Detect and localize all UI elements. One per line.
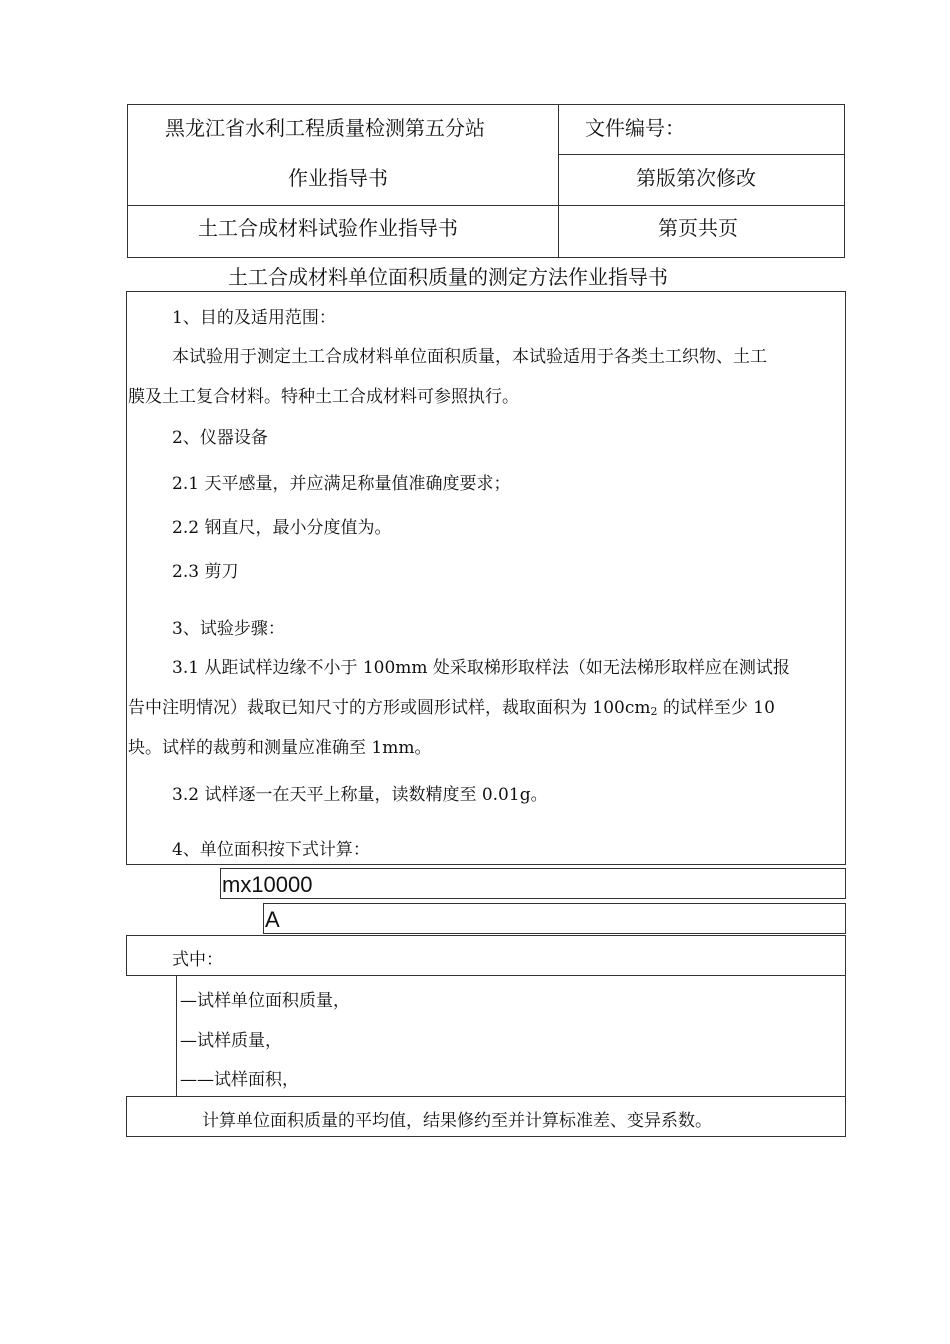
section-1-body-line2: 膜及土工复合材料。特种土工合成材料可参照执行。 <box>128 387 519 407</box>
legend-item-2: —试样质量， <box>180 1031 282 1051</box>
section-4-heading: 4、单位面积按下式计算： <box>172 840 370 860</box>
file-number-label: 文件编号： <box>585 116 685 140</box>
doc-type: 作业指导书 <box>288 166 388 190</box>
formula-numerator: mx10000 <box>222 872 313 897</box>
page-title: 土工合成材料单位面积质量的测定方法作业指导书 <box>228 265 668 289</box>
section-3-heading: 3、试验步骤： <box>172 619 285 639</box>
section-2-heading: 2、仪器设备 <box>172 428 268 448</box>
section-2-item-1: 2.1 天平感量，并应满足称量值准确度要求； <box>172 474 511 494</box>
section-3-item-1-line3: 块。试样的裁剪和测量应准确至 1mm。 <box>128 738 432 758</box>
page-label: 第页共页 <box>658 216 738 240</box>
section-3-item-1-line1: 3.1 从距试样边缘不小于 100mm 处采取梯形取样法（如无法梯形取样应在测试报 <box>172 658 790 678</box>
formula-numerator-box <box>220 868 846 899</box>
legend-heading-box <box>126 935 846 976</box>
formula-denominator: A <box>265 907 280 932</box>
section-2-item-3: 2.3 剪刀 <box>172 562 239 582</box>
section-2-item-2: 2.2 钢直尺，最小分度值为。 <box>172 518 392 538</box>
formula-denominator-box <box>263 903 846 934</box>
section-3-item-1-line2: 告中注明情况）裁取已知尺寸的方形或圆形试样，裁取面积为 $100cm_2$ 的试样至少 10 <box>128 698 775 718</box>
header-divider-vertical <box>558 104 559 258</box>
section-1-body-line1: 本试验用于测定土工合成材料单位面积质量，本试验适用于各类土工织物、土工 <box>172 347 767 367</box>
superscript-2: 2 <box>650 705 658 718</box>
version-label: 第版第次修改 <box>636 166 756 190</box>
closing-text: 计算单位面积质量的平均值，结果修约至并计算标准差、变异系数。 <box>202 1111 712 1131</box>
header-divider-row <box>127 205 845 206</box>
header-divider-right-1 <box>558 154 845 155</box>
legend-item-1: —试样单位面积质量， <box>180 991 350 1011</box>
legend-heading: 式中： <box>172 950 223 970</box>
org-name: 黑龙江省水利工程质量检测第五分站 <box>165 116 485 140</box>
section-3-item-2: 3.2 试样逐一在天平上称量，读数精度至 0.01g。 <box>172 785 548 805</box>
legend-item-3: ——试样面积， <box>180 1070 299 1090</box>
subject-title: 土工合成材料试验作业指导书 <box>198 216 458 240</box>
section-1-heading: 1、目的及适用范围： <box>172 308 336 328</box>
